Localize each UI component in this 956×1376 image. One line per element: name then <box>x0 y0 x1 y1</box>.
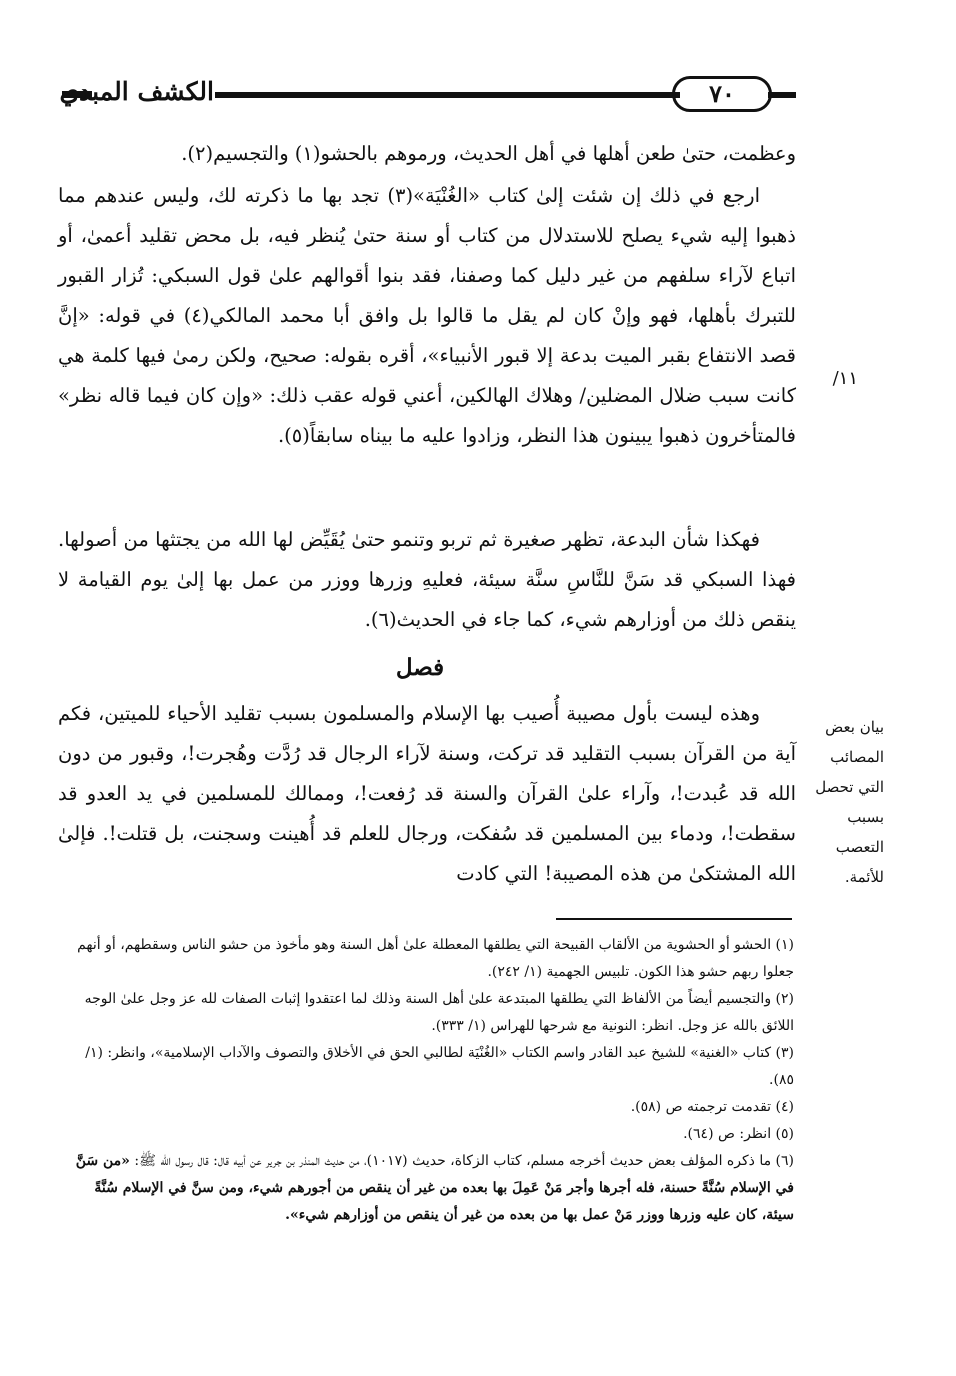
header-rule-right <box>768 92 796 98</box>
paragraph-4: وهذه ليست بأول مصيبة أُصيب بها الإسلام والمسلمون بسبب تقليد الأحياء للميتين، فكم آية من القرآن بسبب التقليد قد تركت، وسنة لآراء الرجال قد رُدَّت وهُجرت!، وقبور من دون الله قد عُبدت!، وآراء علىٰ القرآن والسنة قد رُفعت!، وممالك للمسلمين في يد العدو قد سقطت!، ودماء بين المسلمين قد سُفكت، ورجال للعلم قد أُهينت وسجنت، بل قتلت!. فإلىٰ الله المشتكىٰ من هذه المصيبة! التي كادت <box>58 702 796 885</box>
header-rule-left <box>215 92 680 98</box>
paragraph-1: وعظمت، حتىٰ طعن أهلها في أهل الحديث، ورموهم بالحشو(١) والتجسيم(٢). <box>181 142 796 165</box>
footnote-1: (١) الحشو أو الحشوية من الألقاب القبيحة التي يطلقها المعطلة علىٰ أهل السنة وهو مأخوذ من حشو الناس وسقطهم، أو أنهم جعلوا ربهم حشو هذا الكون. تلبيس الجهمية (١/ ٢٤٢). <box>77 937 794 980</box>
footnote-5: (٥) انظر: ص (٦٤). <box>683 1126 794 1142</box>
footnote-3: (٣) كتاب «الغنية» للشيخ عبد القادر واسم الكتاب «الغُنْيَة لطالبي الحق في الأخلاق والتصوف والآداب الإسلامية»، وانظر: (١/ ٨٥). <box>85 1045 794 1088</box>
paragraph-2: ارجع في ذلك إن شئت إلىٰ كتاب «الغُنْيَة»(٣) تجد بها ما ذكرته لك، وليس عندهم مما ذهبوا إليه شيء يصلح للاستدلال من كتاب أو سنة حتىٰ يُنظر فيه، بل محض تقليد أعمىٰ، أو اتباع لآراء سلفهم من غير دليل كما وصفنا، فقد بنوا أقوالهم علىٰ قول السبكي: تُزار القبور للتبرك بأهلها، فهو وإنْ كان لم يقل ما قالوا بل وافق أبا محمد المالكي(٤) في قوله: «إنَّ قصد الانتفاع بقبر الميت بدعة إلا قبور الأنبياء»، أقره بقوله: صحيح، ولكن رمىٰ فيها كلمة هي كانت سبب ضلال المضلين/ وهلاك الهالكين، أعني قوله عقب ذلك: «وإن كان فيما قاله نظر» فالمتأخرون ذهبوا يبينون هذا النظر، وزادوا عليه ما بيناه سابقاً(٥). <box>58 184 797 447</box>
footnotes-list <box>58 932 794 1229</box>
footnote-separator <box>556 918 792 920</box>
footnote-6 <box>58 1148 794 1229</box>
running-title: الكشف المبدي <box>59 77 214 106</box>
page-number: ٧٠ <box>672 76 772 112</box>
original-page-marker: ١١/ <box>832 368 858 389</box>
footnote-6-intro: (٦) ما ذكره المؤلف بعض حديث أخرجه مسلم، كتاب الزكاة، حديث (١٠١٧)، من حديث المنذر بن جرير عن أبيه قال: قال رسول الله ﷺ: <box>134 1153 794 1169</box>
footnote-4: (٤) تقدمت ترجمته ص (٥٨). <box>630 1099 794 1115</box>
footnote-6-hadith: «من سَنَّ في الإسلام سُنَّةً حسنة، فله أجرها وأجر مَنْ عَمِلَ بها بعده من غير أن ينقص من أجورهم شيء، ومن سنَّ في الإسلام سُنَّةً سيئة، كان عليه وزرها ووزر مَنْ عمل بها من بعده من غير أن ينقص من أوزارهم شيء». <box>75 1153 794 1223</box>
section-heading: فصل <box>395 654 445 681</box>
footnote-2: (٢) والتجسيم أيضاً من الألفاظ التي يطلقها المبتدعة علىٰ أهل السنة وذلك لما اعتقدوا إثبات الصفات لله عز وجل علىٰ الوجه اللائق بالله عز وجل. انظر: النونية مع شرحها للهراس (١/ ٣٣٣). <box>84 991 794 1034</box>
margin-section-note: بيان بعض المصائب التي تحصل بسبب التعصب للأئمة. <box>815 718 884 886</box>
paragraph-3: فهكذا شأن البدعة، تظهر صغيرة ثم تربو وتنمو حتىٰ يُقَيِّض لها الله من يجتثها من أصولها. فهذا السبكي قد سَنَّ للنَّاسِ سنَّة سيئة، فعليهِ وزرها ووزر من عمل بها إلىٰ يوم القيامة لا ينقص ذلك من أوزارهم شيء، كما جاء في الحديث(٦). <box>58 528 796 631</box>
